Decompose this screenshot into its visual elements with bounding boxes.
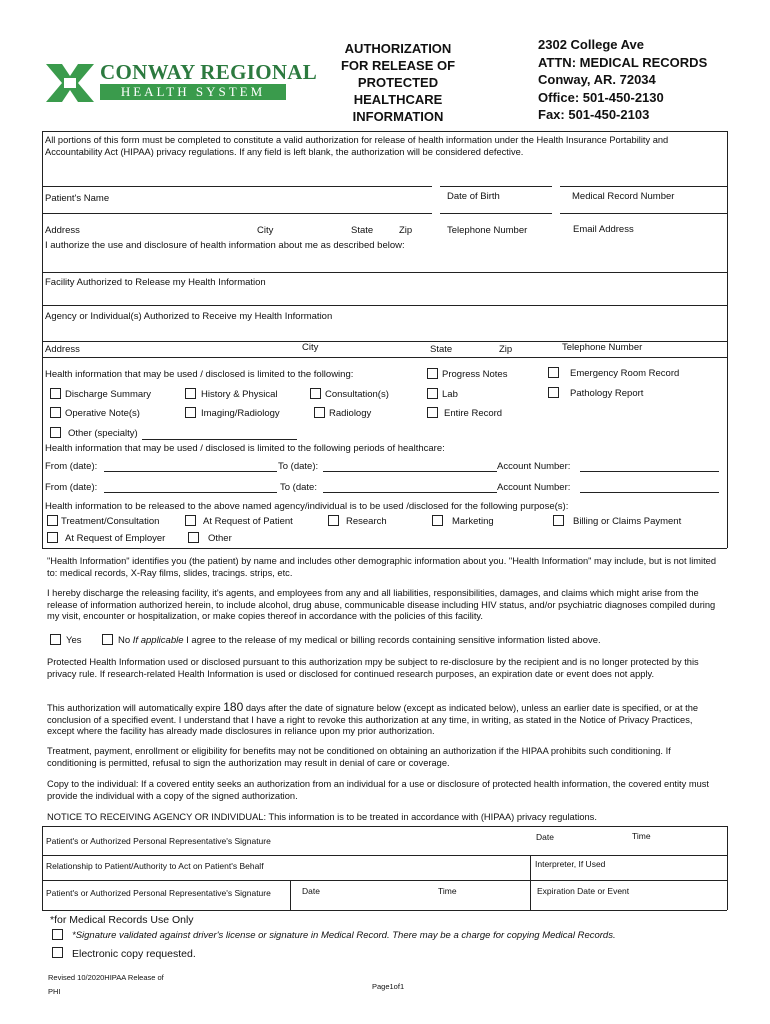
billing-checkbox[interactable]	[553, 515, 564, 526]
research-checkbox[interactable]	[328, 515, 339, 526]
agency-address-field[interactable]: Address	[45, 344, 80, 355]
entire-record-checkbox[interactable]	[427, 407, 438, 418]
consultation-label: Consultation(s)	[325, 389, 389, 400]
other-purpose-checkbox[interactable]	[188, 532, 199, 543]
patient-zip-field[interactable]: Zip	[399, 225, 413, 236]
redisclosure-text: Protected Health Information used or disclosed pursuant to this authorization mpy be subject to re-disclosure by the recipient and is no longer protected by this privacy rule. If research-related Health Information is used or disclosed for continued research purposes, an expiration date or event does not apply.	[47, 657, 699, 679]
agency-phone-field[interactable]: Telephone Number	[562, 342, 643, 353]
electronic-copy-label: Electronic copy requested.	[72, 948, 196, 960]
purpose-text: Health information to be released to the above named agency/individual is to be used /disclosed for the following purpose(s):	[45, 501, 569, 512]
facility-release-field[interactable]: Facility Authorized to Release my Health Information	[45, 277, 266, 288]
radiology-checkbox[interactable]	[314, 407, 325, 418]
employer-request-label: At Request of Employer	[65, 533, 166, 544]
agency-receive-field[interactable]: Agency or Individual(s) Authorized to Receive my Health Information	[45, 311, 333, 322]
treatment-label: Treatment/Consultation	[61, 516, 160, 527]
signature-validated-checkbox[interactable]	[52, 929, 63, 940]
history-physical-checkbox[interactable]	[185, 388, 196, 399]
agency-zip-field[interactable]: Zip	[499, 344, 513, 355]
time-1-field[interactable]: Time	[632, 831, 651, 841]
progress-notes-checkbox[interactable]	[427, 368, 438, 379]
patient-city-field[interactable]: City	[257, 225, 274, 236]
notice-text: NOTICE TO RECEIVING AGENCY OR INDIVIDUAL: This information is to be treated in accordance with (HIPAA) privacy regulations.	[47, 812, 597, 822]
radiology-label: Radiology	[329, 408, 372, 419]
billing-label: Billing or Claims Payment	[573, 516, 682, 527]
from-date-1-field[interactable]	[104, 471, 277, 472]
sensitive-no-checkbox[interactable]	[102, 634, 113, 645]
operative-note-label: Operative Note(s)	[65, 408, 140, 419]
info-limited-text: Health information that may be used / disclosed is limited to the following:	[45, 369, 354, 380]
lab-label: Lab	[442, 389, 458, 400]
marketing-label: Marketing	[452, 516, 494, 527]
patient-email-field[interactable]: Email Address	[573, 224, 634, 235]
sensitive-text: No If applicable I agree to the release of my medical or billing records containing sensitive information listed above.	[118, 635, 601, 646]
dob-field[interactable]: Date of Birth	[447, 191, 500, 202]
agency-state-field[interactable]: State	[430, 344, 453, 355]
imaging-radiology-label: Imaging/Radiology	[201, 408, 280, 419]
account-2-field[interactable]	[580, 492, 719, 493]
pathology-report-label: Pathology Report	[570, 388, 644, 399]
copy-individual-text: Copy to the individual: If a covered entity seeks an authorization from an individual for a use or disclosure of protected health information, the covered entity must provide the individual with a copy of the signed authorization.	[47, 779, 709, 801]
sensitive-yes-checkbox[interactable]	[50, 634, 61, 645]
interpreter-field[interactable]: Interpreter, If Used	[535, 859, 606, 869]
pathology-report-checkbox[interactable]	[548, 387, 559, 398]
consultation-checkbox[interactable]	[310, 388, 321, 399]
to-date-1-field[interactable]	[323, 471, 497, 472]
periods-text: Health information that may be used / disclosed is limited to the following periods of healthcare:	[45, 443, 445, 454]
signature-1-field[interactable]: Patient's or Authorized Personal Representative's Signature	[46, 836, 271, 846]
date-1-field[interactable]: Date	[536, 832, 554, 842]
to-date-2-label: To (date:	[280, 482, 317, 493]
discharge-liability-text: I hereby discharge the releasing facility, it's agents, and employees from any and all liabilities, responsibilities, damages, and claims which might arise from the release of information authorized herein, to include alcohol, drug abuse, communicable disease including HIV status, and/or psychiatric diagnoses compiled during my visit, encounter or hospitalization, or make copies thereof in accordance with the policies of this facility.	[47, 588, 716, 621]
research-label: Research	[346, 516, 387, 527]
other-specialty-checkbox[interactable]	[50, 427, 61, 438]
discharge-summary-checkbox[interactable]	[50, 388, 61, 399]
time-2-field[interactable]: Time	[438, 886, 457, 896]
agency-city-field[interactable]: City	[302, 342, 319, 353]
history-physical-label: History & Physical	[201, 389, 278, 400]
electronic-copy-checkbox[interactable]	[52, 947, 63, 958]
lab-checkbox[interactable]	[427, 388, 438, 399]
health-info-definition: "Health Information" identifies you (the patient) by name and includes other demographic information about you. "Health Information" may include, but is not limited to: medical records, X-Ray films, slides, tracings. strips, etc.	[47, 556, 716, 578]
authorize-text: I authorize the use and disclosure of health information about me as described below:	[45, 240, 405, 251]
treatment-checkbox[interactable]	[47, 515, 58, 526]
logo-subtitle: HEALTH SYSTEM	[100, 84, 286, 100]
other-purpose-label: Other	[208, 533, 232, 544]
patient-request-checkbox[interactable]	[185, 515, 196, 526]
emergency-room-checkbox[interactable]	[548, 367, 559, 378]
marketing-checkbox[interactable]	[432, 515, 443, 526]
records-use-heading: *for Medical Records Use Only	[50, 914, 194, 926]
treatment-conditioning-text: Treatment, payment, enrollment or eligibility for benefits may not be conditioned on obtaining an authorization if the HIPAA prohibits such conditioning. If conditioning is permitted, refusal to sign the authorization may result in denial of care or coverage.	[47, 746, 671, 768]
account-1-field[interactable]	[580, 471, 719, 472]
to-date-2-field[interactable]	[323, 492, 497, 493]
from-date-1-label: From (date):	[45, 461, 98, 472]
patient-name-field[interactable]: Patient's Name	[45, 193, 110, 204]
from-date-2-label: From (date):	[45, 482, 98, 493]
relationship-field[interactable]: Relationship to Patient/Authority to Act on Patient's Behalf	[46, 861, 264, 871]
phi-footer: PHI	[48, 987, 61, 996]
signature-validated-text: *Signature validated against driver's license or signature in Medical Record. There may be a charge for copying Medical Records.	[72, 930, 616, 941]
patient-state-field[interactable]: State	[351, 225, 374, 236]
imaging-radiology-checkbox[interactable]	[185, 407, 196, 418]
logo-name: CONWAY REGIONAL	[100, 60, 318, 84]
discharge-summary-label: Discharge Summary	[65, 389, 152, 400]
employer-request-checkbox[interactable]	[47, 532, 58, 543]
patient-phone-field[interactable]: Telephone Number	[447, 225, 528, 236]
expiration-text: This authorization will automatically expire 180 days after the date of signature below (except as indicated below), unless an earlier date is specified, or at the conclusion of a specified event. I understand that I have a right to revoke this authorization at any time, in writing, as stated in the Notice of Privacy Practices, except where the facility has already made disclosures in reliance upon my prior authorization.	[47, 700, 699, 736]
patient-address-field[interactable]: Address	[45, 225, 80, 236]
account-1-label: Account Number:	[497, 461, 571, 472]
emergency-room-label: Emergency Room Record	[570, 368, 680, 379]
signature-2-field[interactable]: Patient's or Authorized Personal Representative's Signature	[46, 888, 271, 898]
date-2-field[interactable]: Date	[302, 886, 320, 896]
other-specialty-label: Other (specialty)	[68, 428, 138, 439]
entire-record-label: Entire Record	[444, 408, 503, 419]
progress-notes-label: Progress Notes	[442, 369, 508, 380]
patient-request-label: At Request of Patient	[203, 516, 293, 527]
form-title: AUTHORIZATION FOR RELEASE OF PROTECTED HEALTHCARE INFORMATION	[340, 41, 456, 124]
intro-text: All portions of this form must be completed to constitute a valid authorization for release of health information under the Health Insurance Portability and Accountability Act (HIPAA) privacy regulations. If any field is left blank, the authorization will be considered defective.	[45, 135, 669, 157]
facility-address: 2302 College Ave ATTN: MEDICAL RECORDS Conway, AR. 72034 Office: 501-450-2130 Fax: 501-450-2103	[538, 37, 708, 122]
operative-note-checkbox[interactable]	[50, 407, 61, 418]
expiration-field[interactable]: Expiration Date or Event	[537, 886, 630, 896]
logo-mark-icon	[42, 60, 98, 106]
from-date-2-field[interactable]	[104, 492, 277, 493]
account-2-label: Account Number:	[497, 482, 571, 493]
revised-footer: Revised 10/2020HIPAA Release of	[48, 973, 164, 982]
mrn-field[interactable]: Medical Record Number	[572, 191, 675, 202]
to-date-1-label: To (date):	[278, 461, 319, 472]
sensitive-yes-label: Yes	[66, 635, 82, 646]
page-number: Page1of1	[372, 982, 405, 991]
